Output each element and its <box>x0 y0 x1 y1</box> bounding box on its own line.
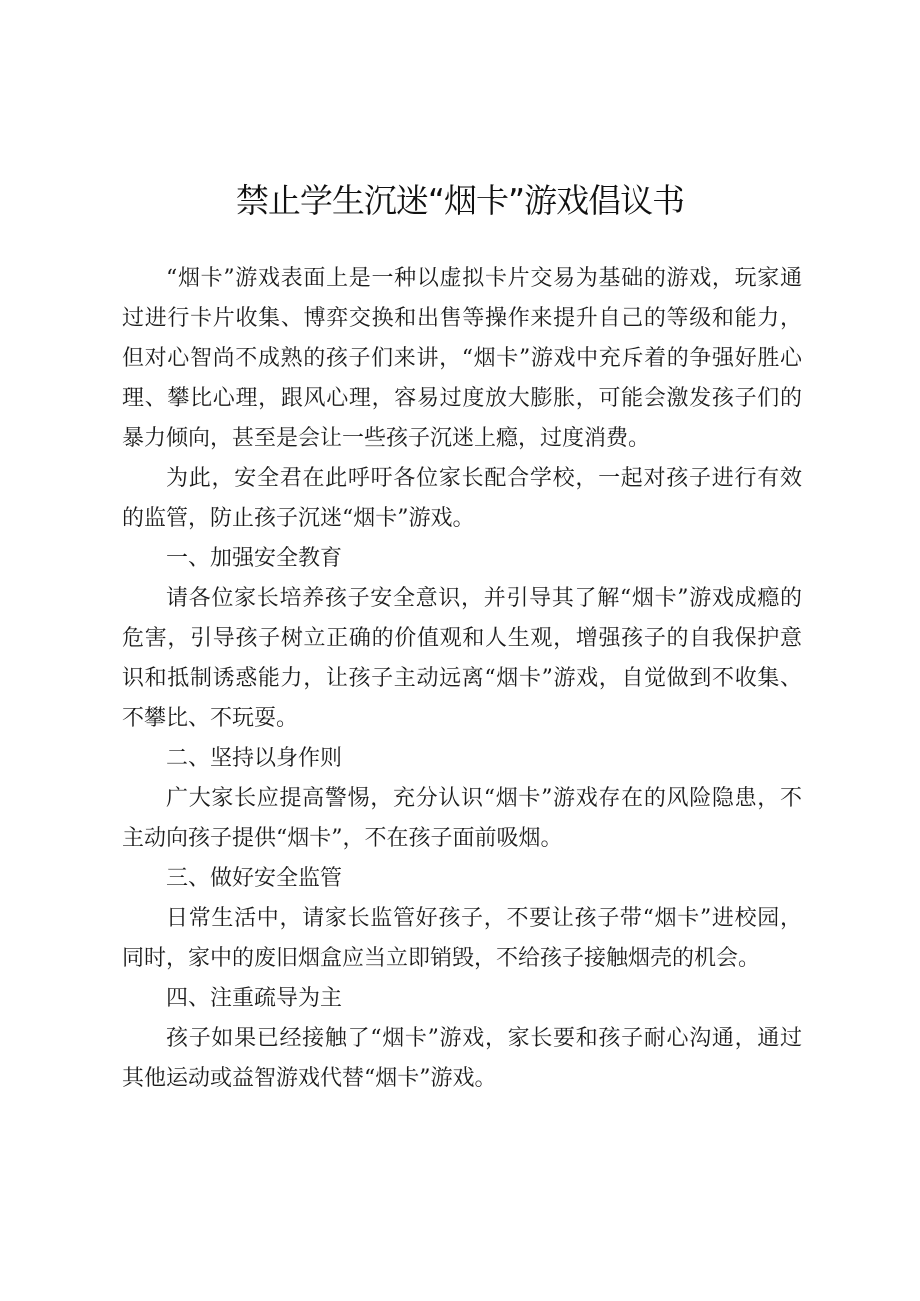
section-paragraph-3: 日常生活中，请家长监管好孩子，不要让孩子带“烟卡”进校园，同时，家中的废旧烟盒应当立即销毁，不给孩子接触烟壳的机会。 <box>122 906 802 971</box>
appeal-paragraph: 为此，安全君在此呼吁各位家长配合学校，一起对孩子进行有效的监管，防止孩子沉迷“烟卡”游戏。 <box>122 466 802 531</box>
section-heading-4: 四、注重疏导为主 <box>166 986 343 1011</box>
document-body <box>122 259 802 1099</box>
intro-paragraph: “烟卡”游戏表面上是一种以虚拟卡片交易为基础的游戏，玩家通过进行卡片收集、博弈交换和出售等操作来提升自己的等级和能力，但对心智尚不成熟的孩子们来讲，“烟卡”游戏中充斥着的争强好胜心理、攀比心理，跟风心理，容易过度放大膨胀，可能会激发孩子们的暴力倾向，甚至是会让一些孩子沉迷上瘾，过度消费。 <box>122 266 802 451</box>
document-title: 禁止学生沉迷“烟卡”游戏倡议书 <box>235 181 685 220</box>
section-heading-1: 一、加强安全教育 <box>166 546 343 571</box>
section-heading-3: 三、做好安全监管 <box>166 866 343 891</box>
section-paragraph-1: 请各位家长培养孩子安全意识，并引导其了解“烟卡”游戏成瘾的危害，引导孩子树立正确的价值观和人生观，增强孩子的自我保护意识和抵制诱惑能力，让孩子主动远离“烟卡”游戏，自觉做到不收集、不攀比、不玩耍。 <box>122 586 802 731</box>
section-heading-2: 二、坚持以身作则 <box>166 746 343 771</box>
section-paragraph-2: 广大家长应提高警惕，充分认识“烟卡”游戏存在的风险隐患，不主动向孩子提供“烟卡”，不在孩子面前吸烟。 <box>122 786 802 851</box>
section-paragraph-4: 孩子如果已经接触了“烟卡”游戏，家长要和孩子耐心沟通，通过其他运动或益智游戏代替“烟卡”游戏。 <box>122 1026 802 1091</box>
